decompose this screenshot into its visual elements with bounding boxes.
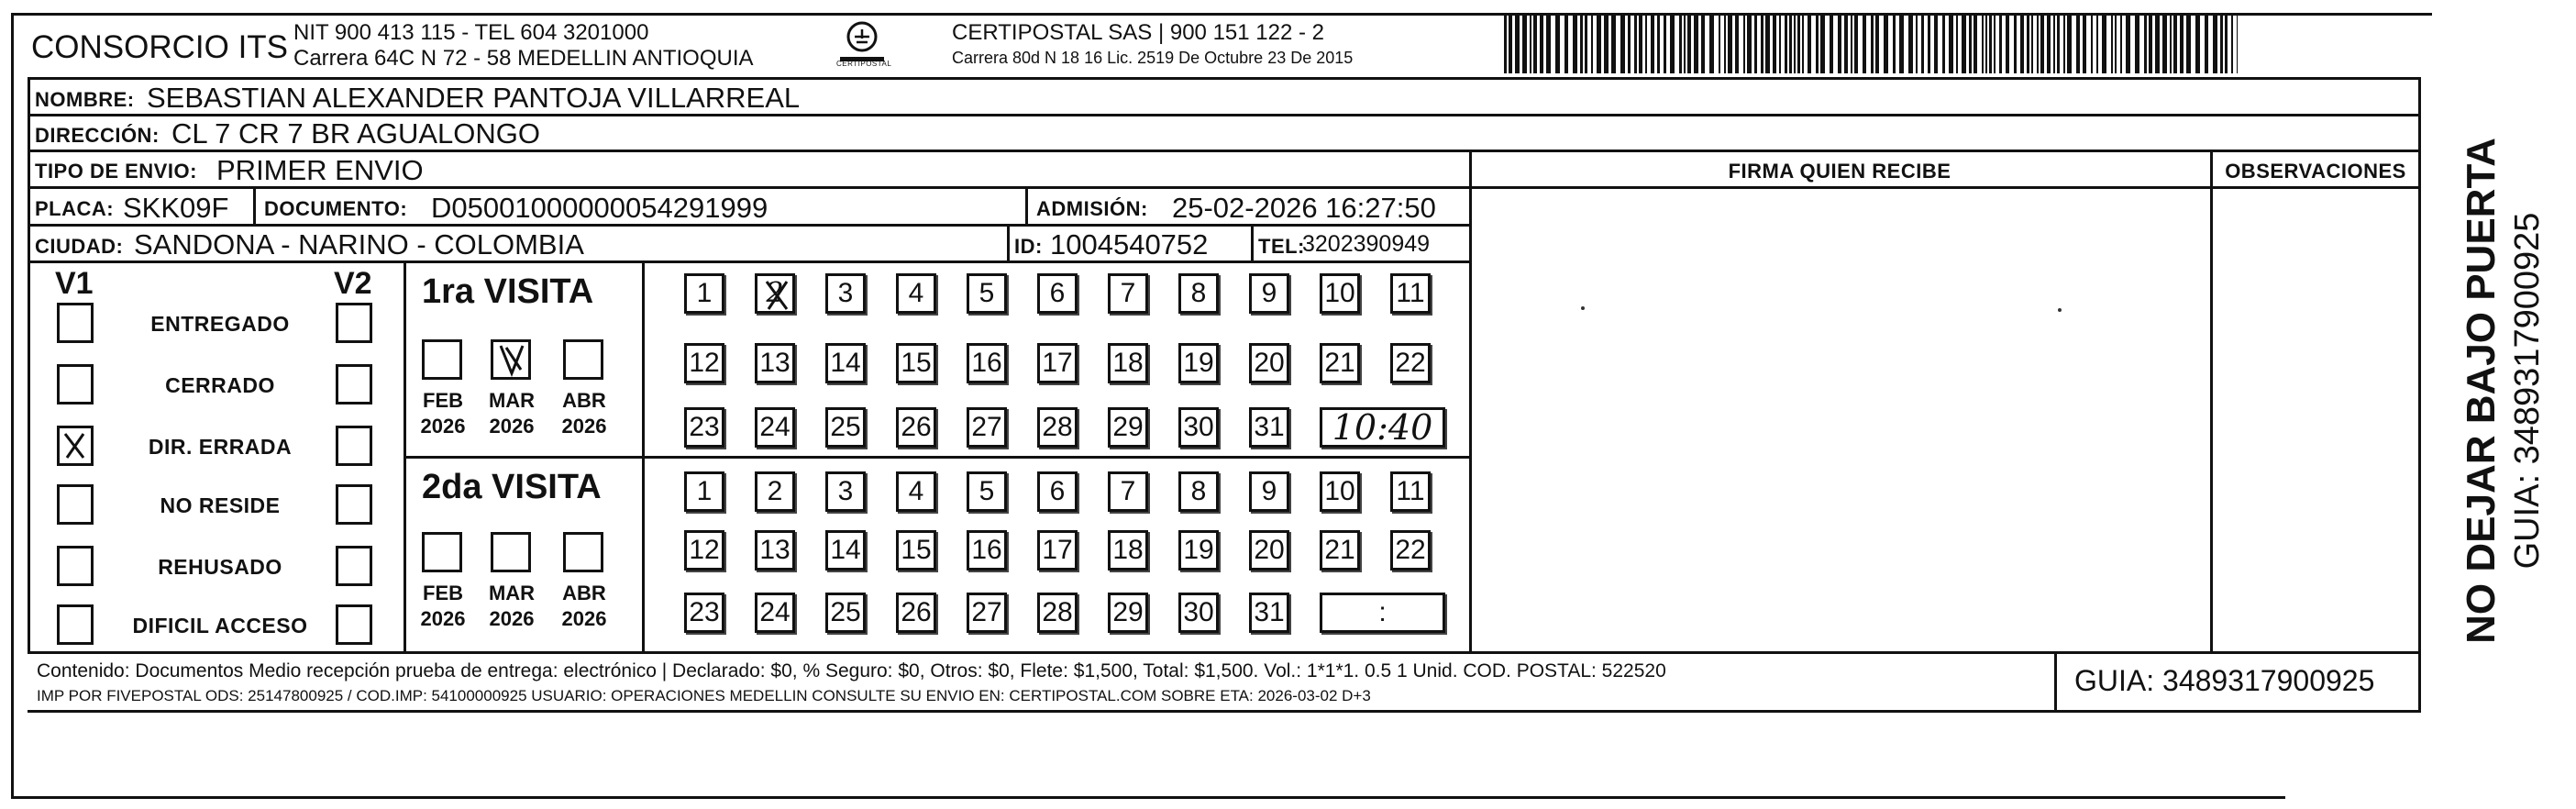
table-left [28, 77, 30, 653]
second-day-box[interactable]: 11 [1390, 471, 1431, 512]
second-month-box[interactable] [491, 532, 531, 572]
v2-checkbox[interactable] [336, 426, 372, 466]
status-label: REHUSADO [158, 555, 282, 579]
first-day-box[interactable]: 3 [825, 273, 866, 314]
v1-checkbox[interactable] [57, 303, 94, 343]
v2-header: V2 [334, 266, 372, 301]
placa-divider [253, 186, 256, 226]
first-day-box[interactable]: 9 [1249, 273, 1289, 314]
tipo-envio-value: PRIMER ENVIO [216, 154, 424, 186]
ciudad-label: CIUDAD: [35, 235, 124, 258]
first-day-box[interactable]: 18 [1108, 343, 1148, 383]
second-year-label: 2026 [420, 607, 466, 630]
second-day-box[interactable]: 19 [1178, 530, 1219, 571]
first-day-box[interactable]: 14 [825, 343, 866, 383]
second-year-label: 2026 [489, 607, 535, 630]
first-month-label: MAR [488, 389, 536, 412]
first-month-box[interactable] [422, 339, 462, 380]
first-day-box[interactable]: 12 [684, 343, 724, 383]
second-month-box[interactable] [422, 532, 462, 572]
second-day-box[interactable]: 1 [684, 471, 724, 512]
admision-label: ADMISIÓN: [1036, 197, 1148, 220]
id-value: 1004540752 [1050, 228, 1209, 260]
handwritten-day: 2 [766, 277, 784, 309]
second-month-label: MAR [488, 582, 536, 604]
second-day-box[interactable]: 25 [825, 593, 866, 633]
v2-checkbox[interactable] [336, 364, 372, 404]
second-day-box[interactable]: 30 [1178, 593, 1219, 633]
first-year-label: 2026 [561, 415, 607, 438]
first-day-box[interactable]: 28 [1037, 407, 1078, 448]
obs-left-line [2210, 150, 2213, 653]
first-day-box[interactable]: 1 [684, 273, 724, 314]
tipo-envio-label: TIPO DE ENVIO: [35, 160, 197, 183]
tel-label: TEL: [1258, 235, 1305, 258]
second-time-box[interactable]: : [1320, 593, 1445, 633]
header-divider [28, 77, 2421, 80]
firma-label: FIRMA QUIEN RECIBE [1728, 160, 1951, 183]
second-day-box[interactable]: 27 [967, 593, 1007, 633]
first-year-label: 2026 [420, 415, 466, 438]
nombre-label: NOMBRE: [35, 88, 135, 111]
barcode [1504, 13, 2238, 73]
first-day-box[interactable]: 21 [1320, 343, 1360, 383]
second-day-box[interactable]: 14 [825, 530, 866, 571]
second-year-label: 2026 [561, 607, 607, 630]
second-month-box[interactable] [563, 532, 603, 572]
row-line-2 [28, 150, 2421, 152]
v1-header: V1 [55, 266, 94, 301]
second-day-box[interactable]: 2 [755, 471, 795, 512]
first-day-box[interactable]: 29 [1108, 407, 1148, 448]
second-day-box[interactable]: 16 [967, 530, 1007, 571]
v2-checkbox[interactable] [336, 604, 372, 645]
outer-left-line [11, 13, 14, 798]
status-label: DIR. ERRADA [148, 435, 293, 459]
v2-checkbox[interactable] [336, 546, 372, 586]
first-day-box[interactable]: 15 [896, 343, 936, 383]
second-day-box[interactable]: 23 [684, 593, 724, 633]
footer-guia-divider [2054, 651, 2057, 712]
row-line-4 [28, 224, 1471, 227]
second-day-box[interactable]: 7 [1108, 471, 1148, 512]
second-month-label: ABR [562, 582, 606, 604]
row-line-5 [28, 260, 1471, 263]
row-line-6 [28, 651, 2421, 654]
first-day-box[interactable]: 4 [896, 273, 936, 314]
carrier-address: Carrera 80d N 18 16 Lic. 2519 De Octubre 23 De 2015 [952, 49, 1354, 67]
no-dejar-warning: NO DEJAR BAJO PUERTA [2459, 138, 2504, 644]
first-month-label: FEB [423, 389, 463, 412]
first-day-box[interactable]: 16 [967, 343, 1007, 383]
first-day-box[interactable]: 10 [1320, 273, 1360, 314]
status-label: ENTREGADO [150, 312, 290, 336]
id-label: ID: [1014, 235, 1043, 258]
first-day-box[interactable]: 6 [1037, 273, 1078, 314]
first-month-label: ABR [562, 389, 606, 412]
nombre-value: SEBASTIAN ALEXANDER PANTOJA VILLARREAL [147, 82, 801, 114]
side-guia: GUIA: 3489317900925 [2508, 212, 2547, 570]
second-day-box[interactable]: 13 [755, 530, 795, 571]
second-day-box[interactable]: 26 [896, 593, 936, 633]
first-month-box[interactable] [563, 339, 603, 380]
second-day-box[interactable]: 12 [684, 530, 724, 571]
tel-value: 3202390949 [1302, 231, 1431, 257]
check-mark-icon [759, 278, 794, 313]
first-day-box[interactable]: 19 [1178, 343, 1219, 383]
row-line-1 [28, 114, 2421, 116]
second-day-box[interactable]: 22 [1390, 530, 1431, 571]
status-label: DIFICIL ACCESO [132, 614, 308, 637]
first-day-box[interactable]: 24 [755, 407, 795, 448]
logo-wordmark: CERTIPOSTAL [836, 60, 892, 68]
visit-split-line [404, 456, 1471, 459]
first-month-box[interactable] [491, 339, 531, 380]
first-day-box[interactable]: 5 [967, 273, 1007, 314]
second-day-box[interactable]: 20 [1249, 530, 1289, 571]
footer-content-line: Contenido: Documentos Medio recepción prueba de entrega: electrónico | Declarado: $0, % Seguro: $0, Otros: $0, Flete: $1,500, Total: $1,500. Vol.: 1*1*1. 0.5 1 Unid. COD. POSTAL: 522520 [37, 660, 1666, 682]
row-line-3 [28, 186, 2421, 189]
company-nit: NIT 900 413 115 - TEL 604 3201000 [293, 20, 649, 45]
admision-divider [1025, 186, 1028, 226]
check-mark-icon [493, 342, 528, 377]
placa-label: PLACA: [35, 197, 115, 220]
second-month-label: FEB [423, 582, 463, 604]
v1-checkbox[interactable] [57, 546, 94, 586]
second-day-box[interactable]: 9 [1249, 471, 1289, 512]
second-visit-title: 2da VISITA [422, 468, 602, 506]
first-day-box[interactable]: 27 [967, 407, 1007, 448]
second-day-box[interactable]: 24 [755, 593, 795, 633]
second-day-box[interactable]: 21 [1320, 530, 1360, 571]
v2-checkbox[interactable] [336, 303, 372, 343]
carrier-name: CERTIPOSTAL SAS | 900 151 122 - 2 [952, 20, 1324, 45]
documento-label: DOCUMENTO: [264, 197, 408, 220]
ciudad-value: SANDONA - NARINO - COLOMBIA [134, 228, 584, 260]
first-day-box[interactable]: 26 [896, 407, 936, 448]
second-day-box[interactable]: 17 [1037, 530, 1078, 571]
second-day-box[interactable]: 8 [1178, 471, 1219, 512]
placa-value: SKK09F [123, 192, 229, 224]
footer-print-line: IMP POR FIVEPOSTAL ODS: 25147800925 / COD.IMP: 54100000925 USUARIO: OPERACIONES MEDELLIN CONSULTE SU ENVIO EN: CERTIPOSTAL.COM SOBRE ETA: 2026-03-02 D+3 [37, 687, 1371, 704]
first-time-box[interactable]: 10:40 [1320, 407, 1445, 448]
firma-left-line [1469, 150, 1472, 653]
second-day-box[interactable]: 6 [1037, 471, 1078, 512]
v1-checkbox[interactable] [57, 364, 94, 404]
first-day-box[interactable]: 7 [1108, 273, 1148, 314]
first-day-box[interactable]: 23 [684, 407, 724, 448]
direccion-label: DIRECCIÓN: [35, 124, 160, 147]
first-day-box[interactable]: 31 [1249, 407, 1289, 448]
v1-checkbox[interactable] [57, 426, 94, 466]
company-address: Carrera 64C N 72 - 58 MEDELLIN ANTIOQUIA [293, 46, 754, 71]
tel-divider [1251, 224, 1254, 262]
speck [2058, 308, 2062, 312]
speck [1581, 306, 1585, 310]
v1-checkbox[interactable] [57, 604, 94, 645]
documento-value: D05001000000054291999 [431, 192, 768, 224]
v1-checkbox[interactable] [57, 484, 94, 525]
second-day-box[interactable]: 18 [1108, 530, 1148, 571]
second-day-box[interactable]: 5 [967, 471, 1007, 512]
first-day-box[interactable] [755, 273, 795, 314]
first-day-box[interactable]: 8 [1178, 273, 1219, 314]
first-day-box[interactable]: 11 [1390, 273, 1431, 314]
first-day-box[interactable]: 22 [1390, 343, 1431, 383]
direccion-value: CL 7 CR 7 BR AGUALONGO [171, 117, 540, 150]
outer-bottom-line [11, 796, 2285, 799]
second-day-box[interactable]: 15 [896, 530, 936, 571]
check-mark-icon [60, 428, 91, 463]
second-day-box[interactable]: 28 [1037, 593, 1078, 633]
status-label: NO RESIDE [160, 493, 281, 517]
second-day-box[interactable]: 10 [1320, 471, 1360, 512]
id-divider [1007, 224, 1010, 262]
first-day-box[interactable]: 25 [825, 407, 866, 448]
admision-value: 25-02-2026 16:27:50 [1172, 192, 1436, 224]
company-name: CONSORCIO ITS [31, 29, 289, 65]
second-day-box[interactable]: 29 [1108, 593, 1148, 633]
first-day-box[interactable]: 17 [1037, 343, 1078, 383]
first-day-box[interactable]: 20 [1249, 343, 1289, 383]
first-year-label: 2026 [489, 415, 535, 438]
footer-guia: GUIA: 3489317900925 [2074, 664, 2375, 697]
second-day-box[interactable]: 3 [825, 471, 866, 512]
v2-checkbox[interactable] [336, 484, 372, 525]
second-day-box[interactable]: 31 [1249, 593, 1289, 633]
first-day-box[interactable]: 13 [755, 343, 795, 383]
second-day-box[interactable]: 4 [896, 471, 936, 512]
status-label: CERRADO [165, 373, 275, 397]
observaciones-label: OBSERVACIONES [2225, 160, 2406, 183]
first-day-box[interactable]: 30 [1178, 407, 1219, 448]
footer-bottom [28, 710, 2421, 713]
first-visit-title: 1ra VISITA [422, 272, 594, 311]
